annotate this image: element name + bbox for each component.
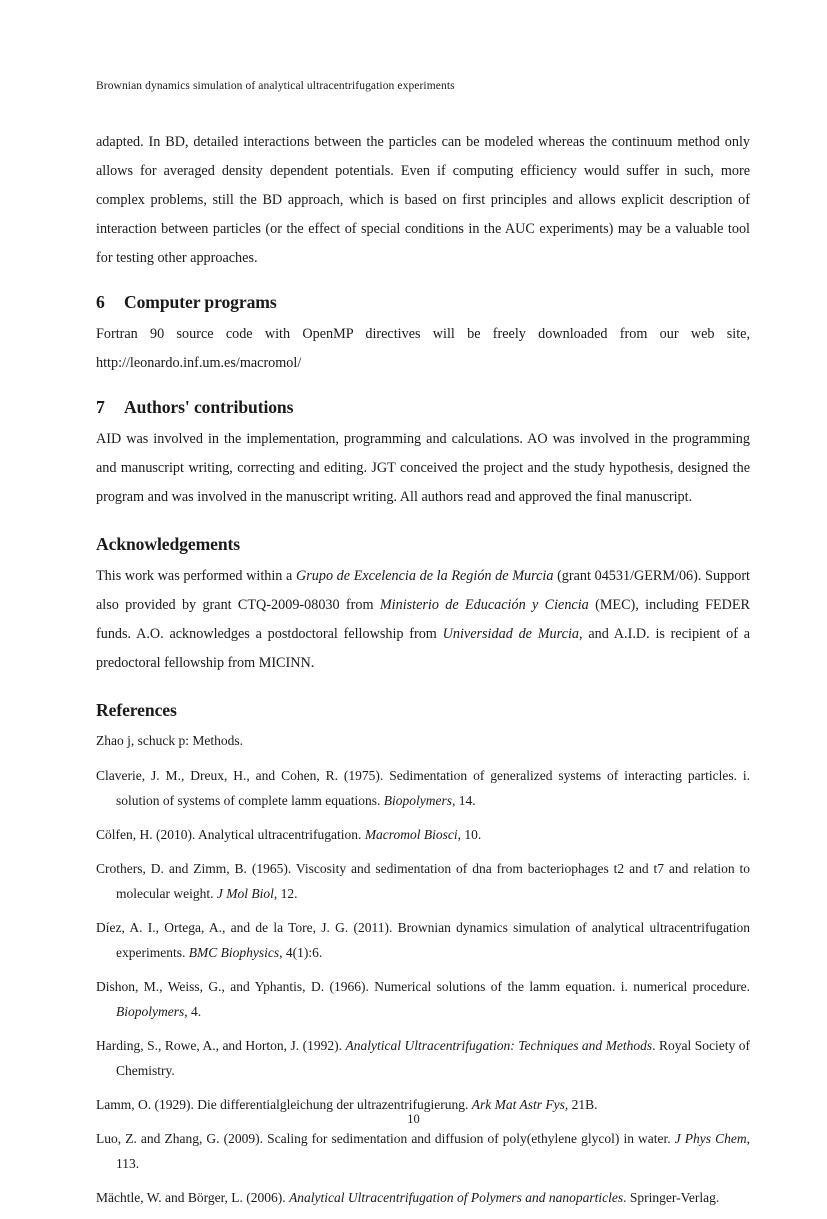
reference-text-pre: Luo, Z. and Zhang, G. (2009). Scaling for sedimentation and diffusion of poly(ethylene glycol) in water. bbox=[96, 1131, 675, 1146]
reference-text-post: , 4. bbox=[184, 1004, 202, 1019]
reference-text-pre: Zhao j, schuck p: Methods. bbox=[96, 733, 243, 748]
reference-item bbox=[96, 915, 750, 965]
running-head: Brownian dynamics simulation of analytical ultracentrifugation experiments bbox=[96, 80, 455, 92]
reference-text-pre: Lamm, O. (1929). Die differentialgleichung der ultrazentrifugierung. bbox=[96, 1097, 472, 1112]
reference-italic-source: Biopolymers bbox=[116, 1004, 185, 1019]
section-paragraph-authors-contributions: AID was involved in the implementation, programming and calculations. AO was involved in the programming and manuscript writing, correcting and editing. JGT conceived the project and the study hypothesis, designed the program and was involved in the manuscript writing. All authors read and approved the final manuscript. bbox=[96, 431, 750, 505]
ack-text-part-4: , and A.I.D. is recipient of a predoctoral fellowship from MICINN. bbox=[96, 626, 750, 671]
reference-item bbox=[96, 856, 750, 906]
reference-text-post: , 14. bbox=[451, 793, 476, 808]
reference-list bbox=[96, 728, 750, 1210]
section-number: 7 bbox=[96, 397, 105, 417]
ack-italic-grupo-excelencia: Grupo de Excelencia de la Región de Murcia bbox=[295, 568, 554, 584]
reference-text-post: , 4(1):6. bbox=[279, 945, 323, 960]
section-paragraph-computer-programs: Fortran 90 source code with OpenMP directives will be freely downloaded from our web site, http://leonardo.inf.um.es/macromol/ bbox=[96, 326, 750, 371]
section-title: Authors' contributions bbox=[124, 397, 294, 417]
reference-text-post: , 113. bbox=[116, 1131, 750, 1171]
reference-text-pre: Cölfen, H. (2010). Analytical ultracentrifugation. bbox=[96, 827, 365, 842]
ack-text-part-1: This work was performed within a bbox=[96, 568, 296, 584]
section-title: Computer programs bbox=[124, 292, 277, 312]
reference-italic-source: Ark Mat Astr Fys bbox=[471, 1097, 565, 1112]
reference-text-pre: Claverie, J. M., Dreux, H., and Cohen, R. (1975). Sedimentation of generalized systems of interacting particles. i. solution of systems of complete lamm equations. bbox=[96, 768, 750, 808]
ack-text-part-2: (grant 04531/GERM/06). Support also provided by grant CTQ-2009-08030 from bbox=[96, 568, 750, 613]
reference-text-pre: Harding, S., Rowe, A., and Horton, J. (1992). bbox=[96, 1038, 346, 1053]
section-heading-acknowledgements: Acknowledgements bbox=[96, 534, 241, 554]
ack-italic-universidad-murcia: Universidad de Murcia bbox=[442, 626, 579, 642]
section-heading-authors-contributions bbox=[96, 395, 750, 419]
reference-text-post: , 10. bbox=[457, 827, 482, 842]
reference-italic-source: Analytical Ultracentrifugation: Techniques and Methods bbox=[345, 1038, 653, 1053]
reference-text-pre: Dishon, M., Weiss, G., and Yphantis, D. (1966). Numerical solutions of the lamm equation. i. numerical procedure. bbox=[96, 979, 750, 994]
reference-item bbox=[96, 1033, 750, 1083]
reference-text-pre: Crothers, D. and Zimm, B. (1965). Viscosity and sedimentation of dna from bacteriophages t2 and t7 and relation to molecular weight. bbox=[96, 861, 750, 901]
reference-text-post: . Royal Society of Chemistry. bbox=[116, 1038, 750, 1078]
acknowledgements-paragraph bbox=[96, 562, 750, 678]
page-number: 10 bbox=[407, 1112, 420, 1126]
continued-paragraph: adapted. In BD, detailed interactions between the particles can be modeled whereas the continuum method only allows for averaged density dependent potentials. Even if computing efficiency would suffer in such, more complex problems, still the BD approach, which is based on first principles and allows explicit description of interaction between particles (or the effect of special conditions in the AUC experiments) may be a valuable tool for testing other approaches. bbox=[96, 134, 750, 266]
reference-item bbox=[96, 1185, 750, 1210]
reference-text-pre: Díez, A. I., Ortega, A., and de la Tore, J. G. (2011). Brownian dynamics simulation of analytical ultracentrifugation experiments. bbox=[96, 920, 750, 960]
reference-italic-source: J Mol Biol bbox=[216, 886, 274, 901]
reference-text-post: . Springer-Verlag. bbox=[623, 1190, 720, 1205]
page-content bbox=[96, 128, 750, 1219]
reference-text-post: , 21B. bbox=[564, 1097, 598, 1112]
reference-italic-source: BMC Biophysics bbox=[188, 945, 280, 960]
reference-italic-source: Macromol Biosci bbox=[364, 827, 458, 842]
section-heading-computer-programs bbox=[96, 290, 750, 314]
reference-item bbox=[96, 728, 750, 753]
section-heading-references: References bbox=[96, 700, 177, 720]
reference-item bbox=[96, 974, 750, 1024]
reference-italic-source: Biopolymers bbox=[383, 793, 452, 808]
reference-item bbox=[96, 822, 750, 847]
reference-item bbox=[96, 1126, 750, 1176]
reference-text-post: , 12. bbox=[273, 886, 298, 901]
section-number: 6 bbox=[96, 292, 105, 312]
reference-item bbox=[96, 763, 750, 813]
ack-text-part-3: (MEC), including FEDER funds. A.O. acknowledges a postdoctoral fellowship from bbox=[96, 597, 751, 642]
reference-italic-source: Analytical Ultracentrifugation of Polymers and nanoparticles bbox=[289, 1190, 624, 1205]
ack-italic-ministerio: Ministerio de Educación y Ciencia bbox=[379, 597, 589, 613]
reference-text-pre: Mächtle, W. and Börger, L. (2006). bbox=[96, 1190, 290, 1205]
reference-italic-source: J Phys Chem bbox=[674, 1131, 747, 1146]
